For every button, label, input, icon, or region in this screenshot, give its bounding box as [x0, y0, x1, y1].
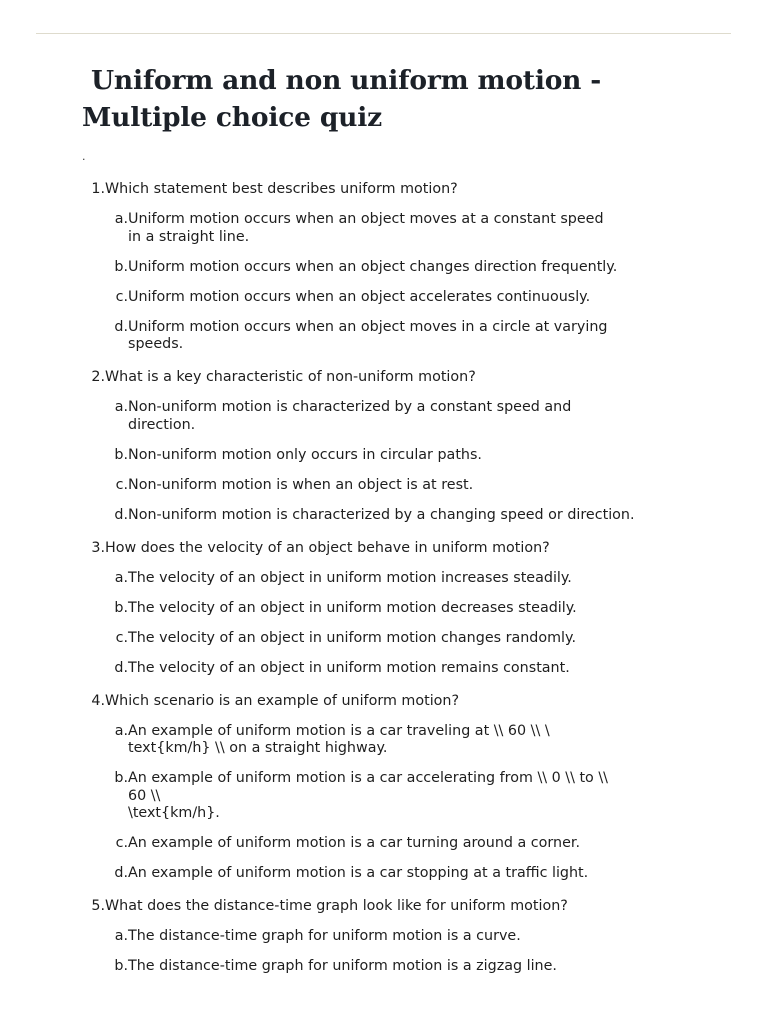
option-letter: c.: [115, 288, 128, 305]
option-text: Non-uniform motion is characterized by a constant speed and direction.: [128, 399, 572, 433]
option-letter: b.: [114, 258, 128, 275]
question-list: [82, 181, 702, 991]
page-title: [82, 62, 682, 136]
question-item: [82, 540, 702, 678]
answer-options: [82, 723, 702, 883]
question-number: 1.: [91, 181, 105, 197]
question-text: Which scenario is an example of uniform motion?: [105, 692, 460, 709]
answer-option: [82, 507, 702, 525]
answer-option: [82, 600, 702, 618]
answer-options: [82, 928, 702, 976]
answer-option: [82, 958, 702, 976]
question-number: 5.: [91, 898, 105, 914]
option-letter: a.: [114, 399, 128, 415]
stray-dot: .: [82, 150, 86, 163]
option-text: Uniform motion occurs when an object moves at a constant speed in a straight line.: [128, 211, 604, 245]
title-line-2: Multiple choice quiz: [82, 102, 382, 133]
option-letter: c.: [115, 476, 128, 493]
option-text: An example of uniform motion is a car stopping at a traffic light.: [128, 865, 589, 881]
option-letter: a.: [114, 928, 128, 944]
answer-option: [82, 723, 702, 758]
answer-option: [82, 660, 702, 678]
question-number: 3.: [91, 539, 105, 556]
option-letter: b.: [114, 770, 128, 786]
option-text: Uniform motion occurs when an object accelerates continuously.: [128, 288, 591, 305]
option-text: Non-uniform motion is when an object is at rest.: [128, 476, 474, 493]
answer-option: [82, 289, 702, 307]
answer-options: [82, 570, 702, 678]
option-text: Non-uniform motion only occurs in circular paths.: [128, 446, 482, 463]
answer-option: [82, 399, 702, 434]
answer-option: [82, 630, 702, 648]
option-letter: b.: [114, 958, 128, 974]
title-line-1: Uniform and non uniform motion -: [91, 65, 602, 96]
option-text: Non-uniform motion is characterized by a changing speed or direction.: [128, 506, 635, 523]
option-letter: a.: [114, 722, 128, 739]
answer-option: [82, 865, 702, 883]
answer-option: [82, 770, 702, 823]
option-letter: b.: [114, 599, 128, 616]
option-letter: b.: [114, 446, 128, 463]
option-text: An example of uniform motion is a car accelerating from \\ 0 \\ to \\ 60 \\ \text{km/h}.: [128, 770, 608, 821]
option-letter: d.: [114, 659, 128, 676]
option-letter: d.: [114, 865, 128, 881]
option-text: The distance-time graph for uniform motion is a curve.: [128, 928, 521, 944]
question-row: [82, 898, 702, 916]
option-text: The velocity of an object in uniform motion decreases steadily.: [128, 599, 577, 616]
option-text: An example of uniform motion is a car traveling at \\ 60 \\ \ text{km/h} \\ on a straight highway.: [128, 722, 550, 756]
option-text: The velocity of an object in uniform motion increases steadily.: [128, 569, 572, 586]
answer-option: [82, 259, 702, 277]
question-row: [82, 181, 702, 199]
option-text: The distance-time graph for uniform motion is a zigzag line.: [128, 958, 557, 974]
question-number: 2.: [91, 369, 105, 385]
question-item: [82, 181, 702, 354]
question-row: [82, 693, 702, 711]
option-text: The velocity of an object in uniform motion changes randomly.: [128, 629, 576, 646]
answer-options: [82, 399, 702, 524]
answer-option: [82, 928, 702, 946]
question-item: [82, 693, 702, 883]
question-text: Which statement best describes uniform motion?: [105, 181, 458, 197]
question-number: 4.: [91, 692, 105, 709]
option-letter: c.: [115, 629, 128, 646]
option-letter: c.: [115, 835, 128, 851]
question-text: What is a key characteristic of non-uniform motion?: [105, 369, 476, 385]
question-text: What does the distance-time graph look like for uniform motion?: [105, 898, 568, 914]
answer-option: [82, 319, 702, 354]
answer-option: [82, 211, 702, 246]
option-text: Uniform motion occurs when an object changes direction frequently.: [128, 258, 618, 275]
option-letter: a.: [114, 211, 128, 227]
option-letter: d.: [114, 318, 128, 335]
answer-options: [82, 211, 702, 354]
answer-option: [82, 447, 702, 465]
option-letter: d.: [114, 506, 128, 523]
option-letter: a.: [114, 569, 128, 586]
answer-option: [82, 570, 702, 588]
option-text: An example of uniform motion is a car turning around a corner.: [128, 835, 581, 851]
question-text: How does the velocity of an object behave in uniform motion?: [105, 539, 550, 556]
question-item: [82, 898, 702, 976]
top-divider: [36, 33, 731, 34]
answer-option: [82, 477, 702, 495]
answer-option: [82, 835, 702, 853]
option-text: Uniform motion occurs when an object moves in a circle at varying speeds.: [128, 318, 608, 352]
option-text: The velocity of an object in uniform motion remains constant.: [128, 659, 570, 676]
question-row: [82, 369, 702, 387]
question-row: [82, 540, 702, 558]
question-item: [82, 369, 702, 524]
